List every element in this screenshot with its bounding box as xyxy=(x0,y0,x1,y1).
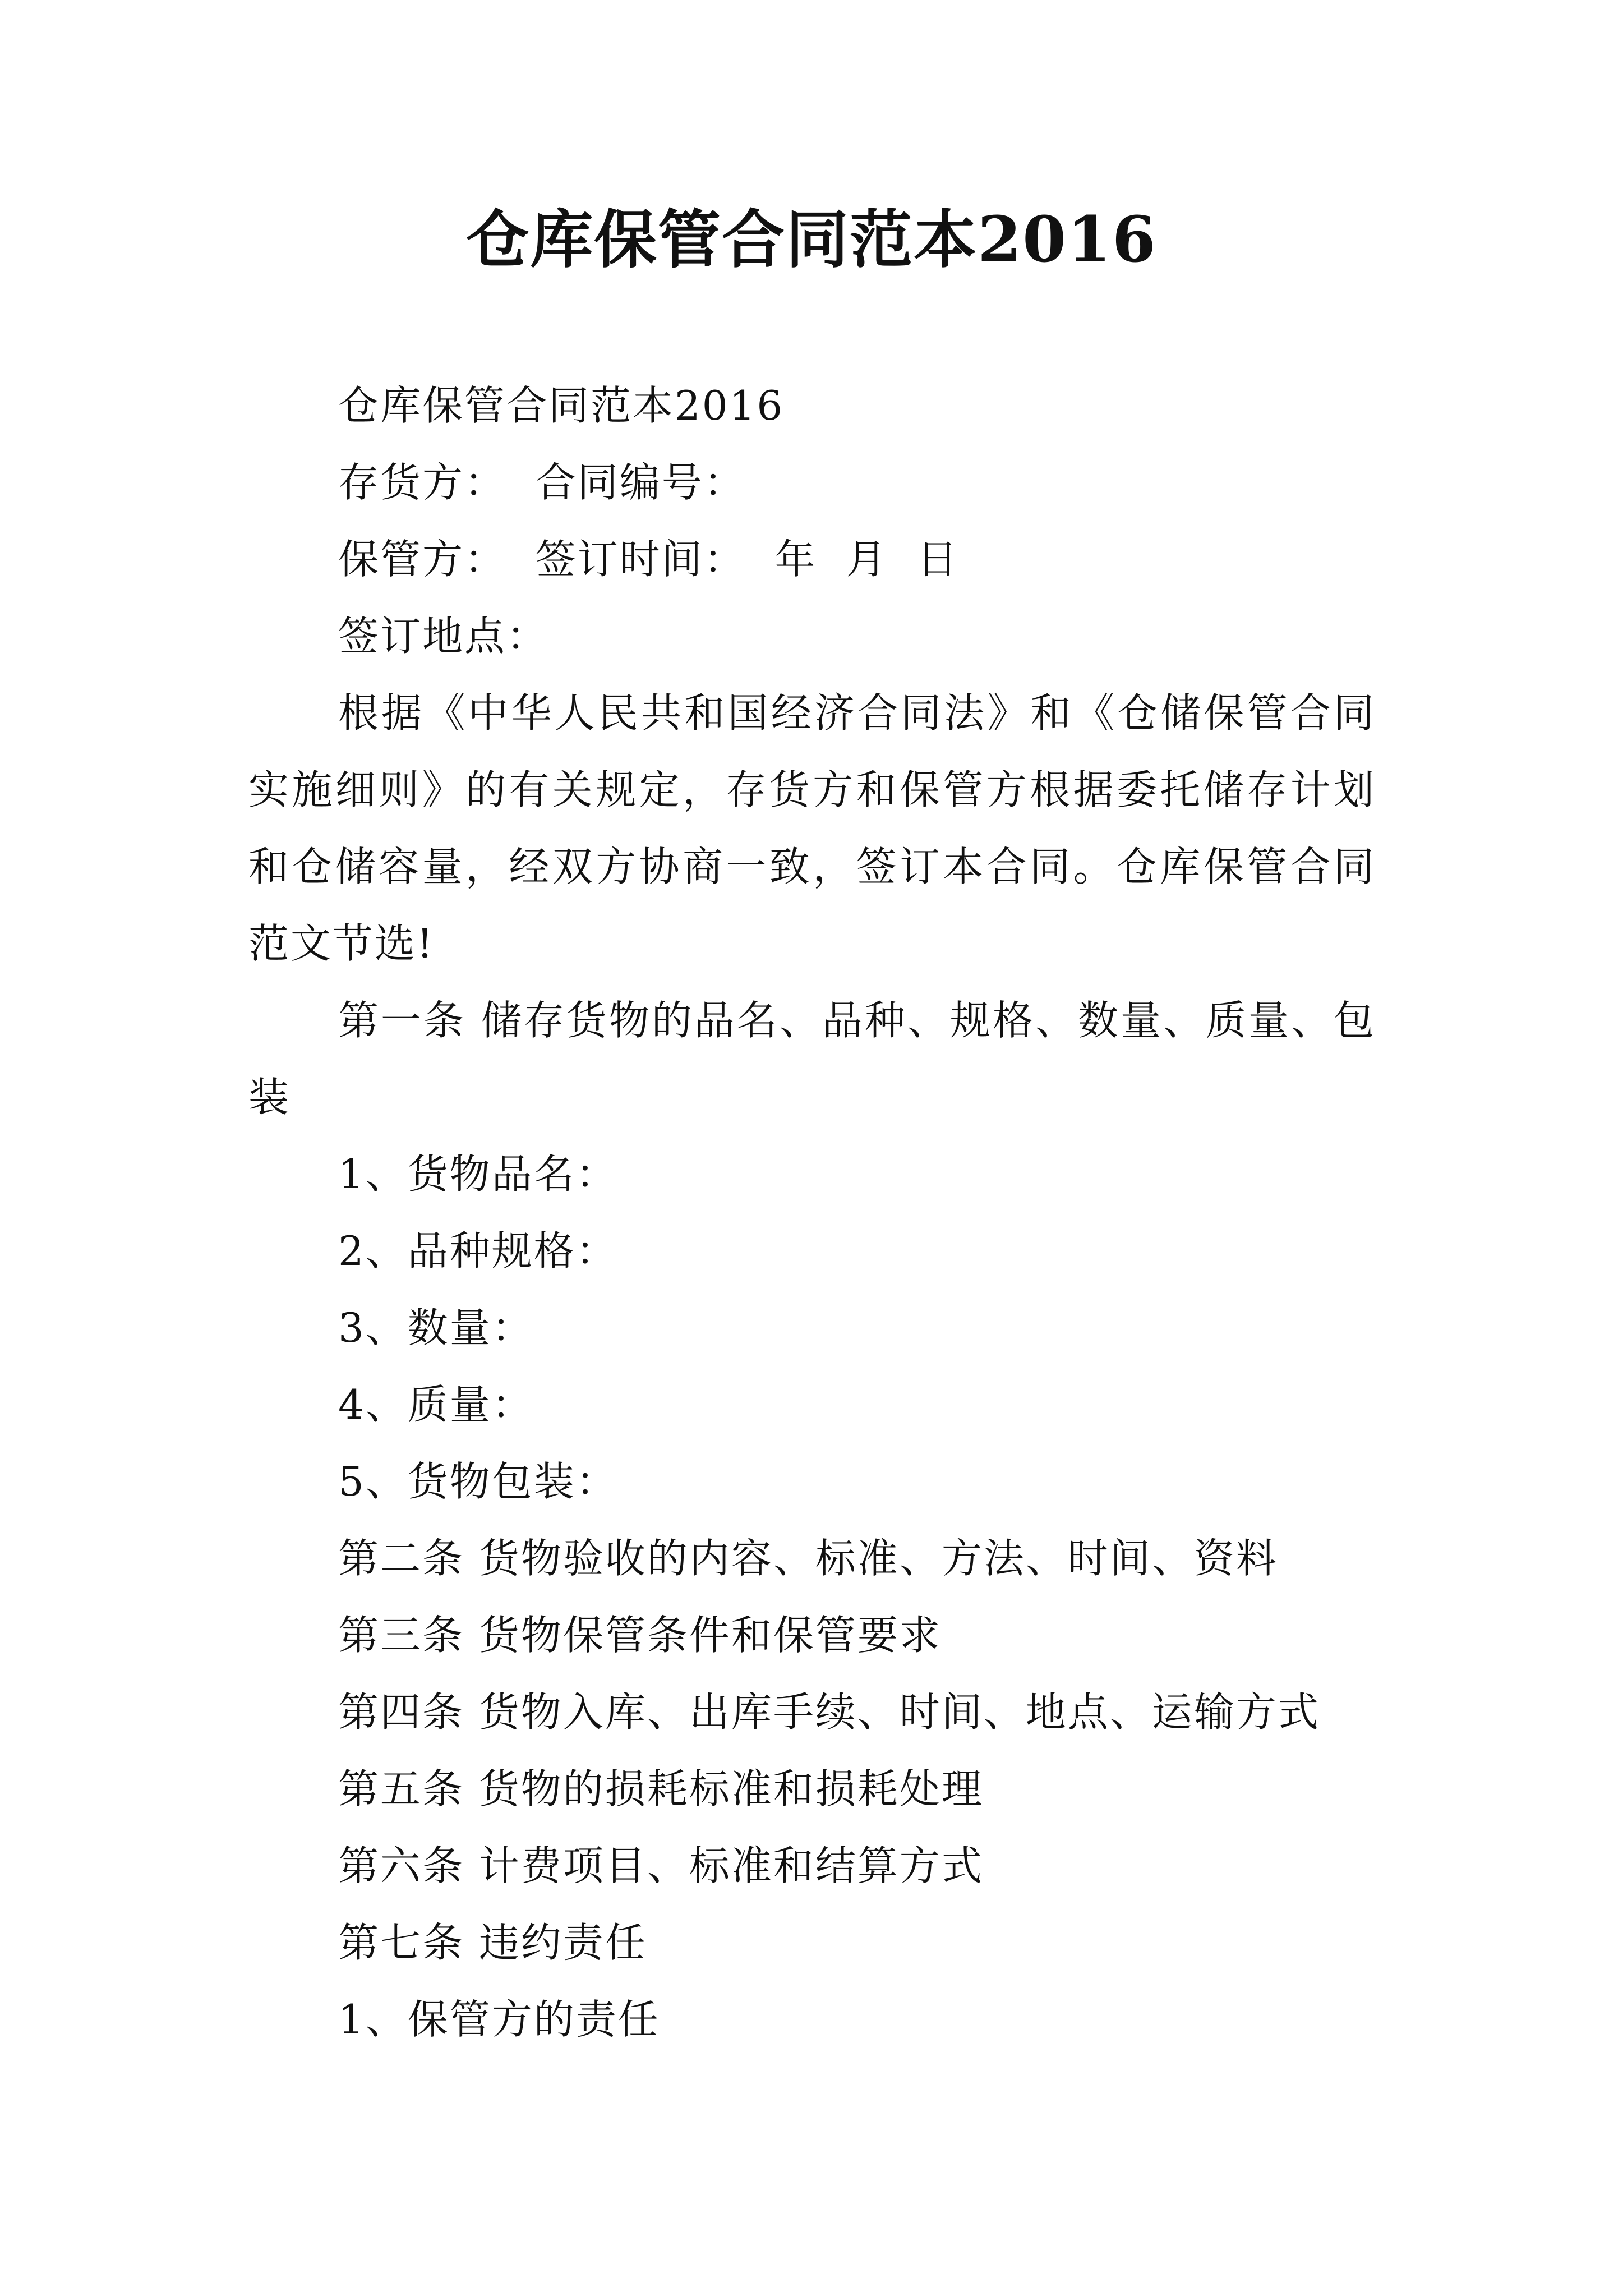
document-body xyxy=(248,367,1376,2058)
paragraph-article-2: 第二条 货物验收的内容、标准、方法、时间、资料 xyxy=(338,1535,1278,1582)
paragraph-item-4: 4、质量： xyxy=(338,1381,534,1428)
paragraph-custodian: 保管方： 签订时间： 年 月 日 xyxy=(338,536,960,583)
paragraph-responsibility-1: 1、保管方的责任 xyxy=(338,1996,660,2043)
paragraph-article-7: 第七条 违约责任 xyxy=(338,1919,647,1966)
paragraph-item-5: 5、货物包装： xyxy=(338,1458,618,1505)
paragraph-article-5: 第五条 货物的损耗标准和损耗处理 xyxy=(338,1765,984,1812)
paragraph-article-6: 第六条 计费项目、标准和结算方式 xyxy=(338,1842,984,1889)
paragraph-preamble: 根据《中华人民共和国经济合同法》和《仓储保管合同实施细则》的有关规定，存货方和保管方根据委托储存计划和仓储容量，经双方协商一致，签订本合同。仓库保管合同范文节选! xyxy=(248,689,1376,967)
paragraph-depositor: 存货方： 合同编号： xyxy=(338,459,746,506)
paragraph-article-4: 第四条 货物入库、出库手续、时间、地点、运输方式 xyxy=(338,1688,1320,1736)
paragraph-item-1: 1、货物品名： xyxy=(338,1151,618,1198)
paragraph-article-3: 第三条 货物保管条件和保管要求 xyxy=(338,1612,942,1659)
paragraph-subtitle: 仓库保管合同范本2016 xyxy=(338,382,785,429)
paragraph-item-2: 2、品种规格： xyxy=(338,1227,618,1274)
paragraph-item-3: 3、数量： xyxy=(338,1304,534,1351)
paragraph-signing-place: 签订地点： xyxy=(338,613,549,660)
document-title: 仓库保管合同范本2016 xyxy=(466,203,1157,277)
paragraph-article-1: 第一条 储存货物的品名、品种、规格、数量、质量、包装 xyxy=(248,997,1376,1121)
